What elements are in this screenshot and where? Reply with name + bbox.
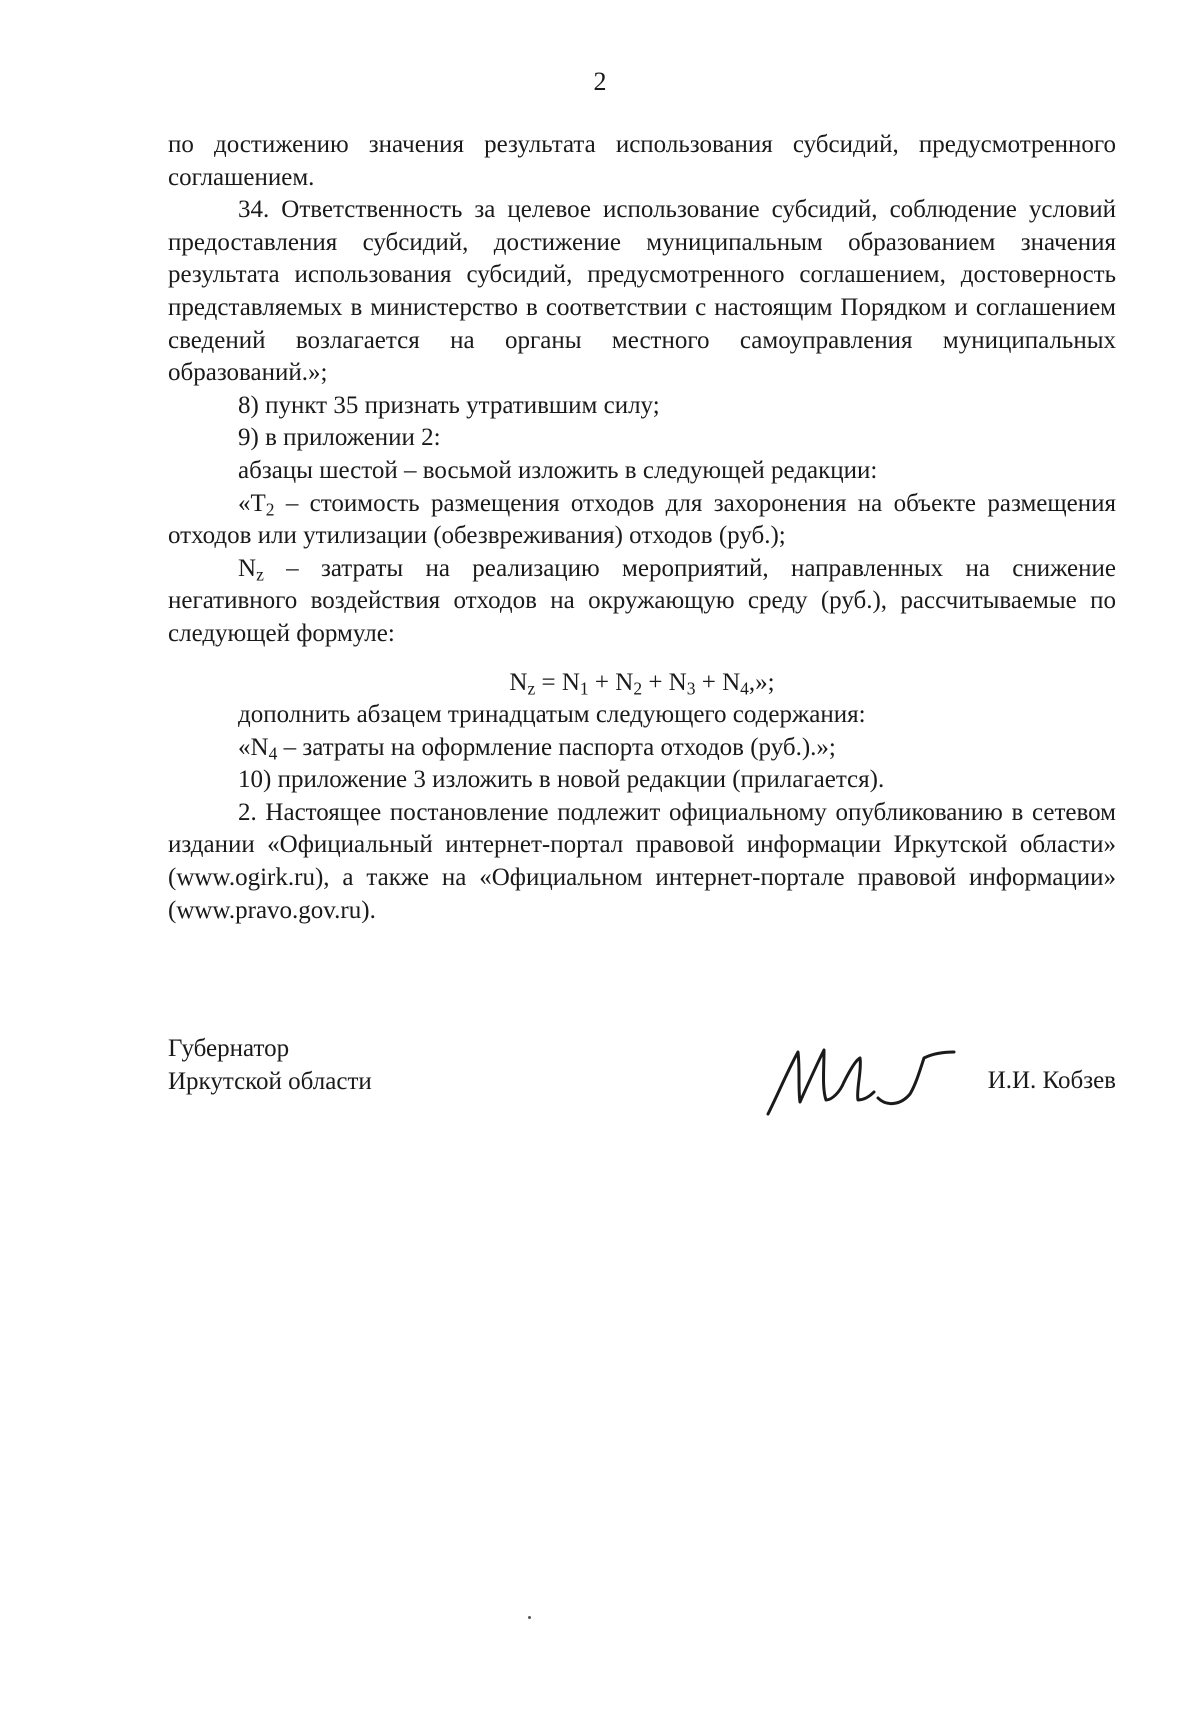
paragraph-item-10: 10) приложение 3 изложить в новой редакции (прилагается). xyxy=(238,766,885,794)
paragraph-item-34: 34. Ответственность за целевое использование субсидий, соблюдение условий предоставления субсидий, достижение муниципальным образованием значения результата использования субсидий, предусмотренного соглашением, достоверность представляемых в министерство в соответствии с настоящим Порядком и соглашением сведений возлагается на органы местного самоуправления муниципальных образований.»; xyxy=(168,196,1116,387)
signatory-position xyxy=(168,1033,372,1098)
t2-subscript: 2 xyxy=(265,498,275,519)
paragraph-publication: 2. Настоящее постановление подлежит официальному опубликованию в сетевом издании «Официальный интернет-портал правовой информации Иркутской области» (www.ogirk.ru), а также на «Официальном интернет-портале правовой информации» (www.pravo.gov.ru). xyxy=(168,798,1116,924)
formula-n2-sub: 2 xyxy=(633,677,643,698)
n4-subscript: 4 xyxy=(268,743,278,764)
formula-lhs-sub: z xyxy=(527,677,536,698)
n4-text: – затраты на оформление паспорта отходов (руб.).»; xyxy=(277,733,836,761)
formula-n3-sub: 3 xyxy=(686,677,696,698)
formula-nz xyxy=(168,667,1116,700)
formula-n1-sub: 1 xyxy=(579,677,589,698)
page-number: 2 xyxy=(593,67,607,96)
paragraph-item-8: 8) пункт 35 признать утратившим силу; xyxy=(238,391,660,419)
paragraph-supplement: дополнить абзацем тринадцатым следующего содержания: xyxy=(238,701,866,729)
paragraph-continuation: по достижению значения результата использования субсидий, предусмотренного соглашением. xyxy=(168,131,1116,191)
formula-plus1: + N xyxy=(588,668,634,696)
formula-plus3: + N xyxy=(695,668,741,696)
document-body xyxy=(168,129,1116,927)
paragraph-nz-definition xyxy=(168,553,1116,651)
nz-subscript: z xyxy=(256,564,264,585)
formula-plus2: + N xyxy=(642,668,687,696)
stray-dot xyxy=(528,1616,531,1619)
paragraph-n4-definition xyxy=(168,732,1116,765)
nz-prefix: N xyxy=(238,554,257,582)
signatory-position-line2: Иркутской области xyxy=(168,1067,372,1095)
formula-n4-sub: 4 xyxy=(740,677,749,698)
formula-lhs: N xyxy=(509,668,528,696)
t2-prefix: «T xyxy=(238,489,266,517)
formula-tail: ,»; xyxy=(748,668,775,696)
signatory-position-line1: Губернатор xyxy=(168,1035,290,1062)
signatory-name: И.И. Кобзев xyxy=(987,1067,1116,1094)
n4-prefix: «N xyxy=(238,733,269,761)
formula-eq: = N xyxy=(535,668,580,696)
t2-text: – стоимость размещения отходов для захоронения на объекте размещения отходов или утилизации (обезвреживания) отходов (руб.); xyxy=(168,489,1116,550)
nz-text: – затраты на реализацию мероприятий, направленных на снижение негативного воздействия отходов на окружающую среду (руб.), рассчитываемые по следующей формуле: xyxy=(168,554,1116,647)
paragraph-t2-definition xyxy=(168,488,1116,553)
handwritten-signature xyxy=(760,1030,960,1120)
paragraph-item-9: 9) в приложении 2: xyxy=(238,424,441,452)
paragraph-abzacy: абзацы шестой – восьмой изложить в следующей редакции: xyxy=(238,456,878,484)
